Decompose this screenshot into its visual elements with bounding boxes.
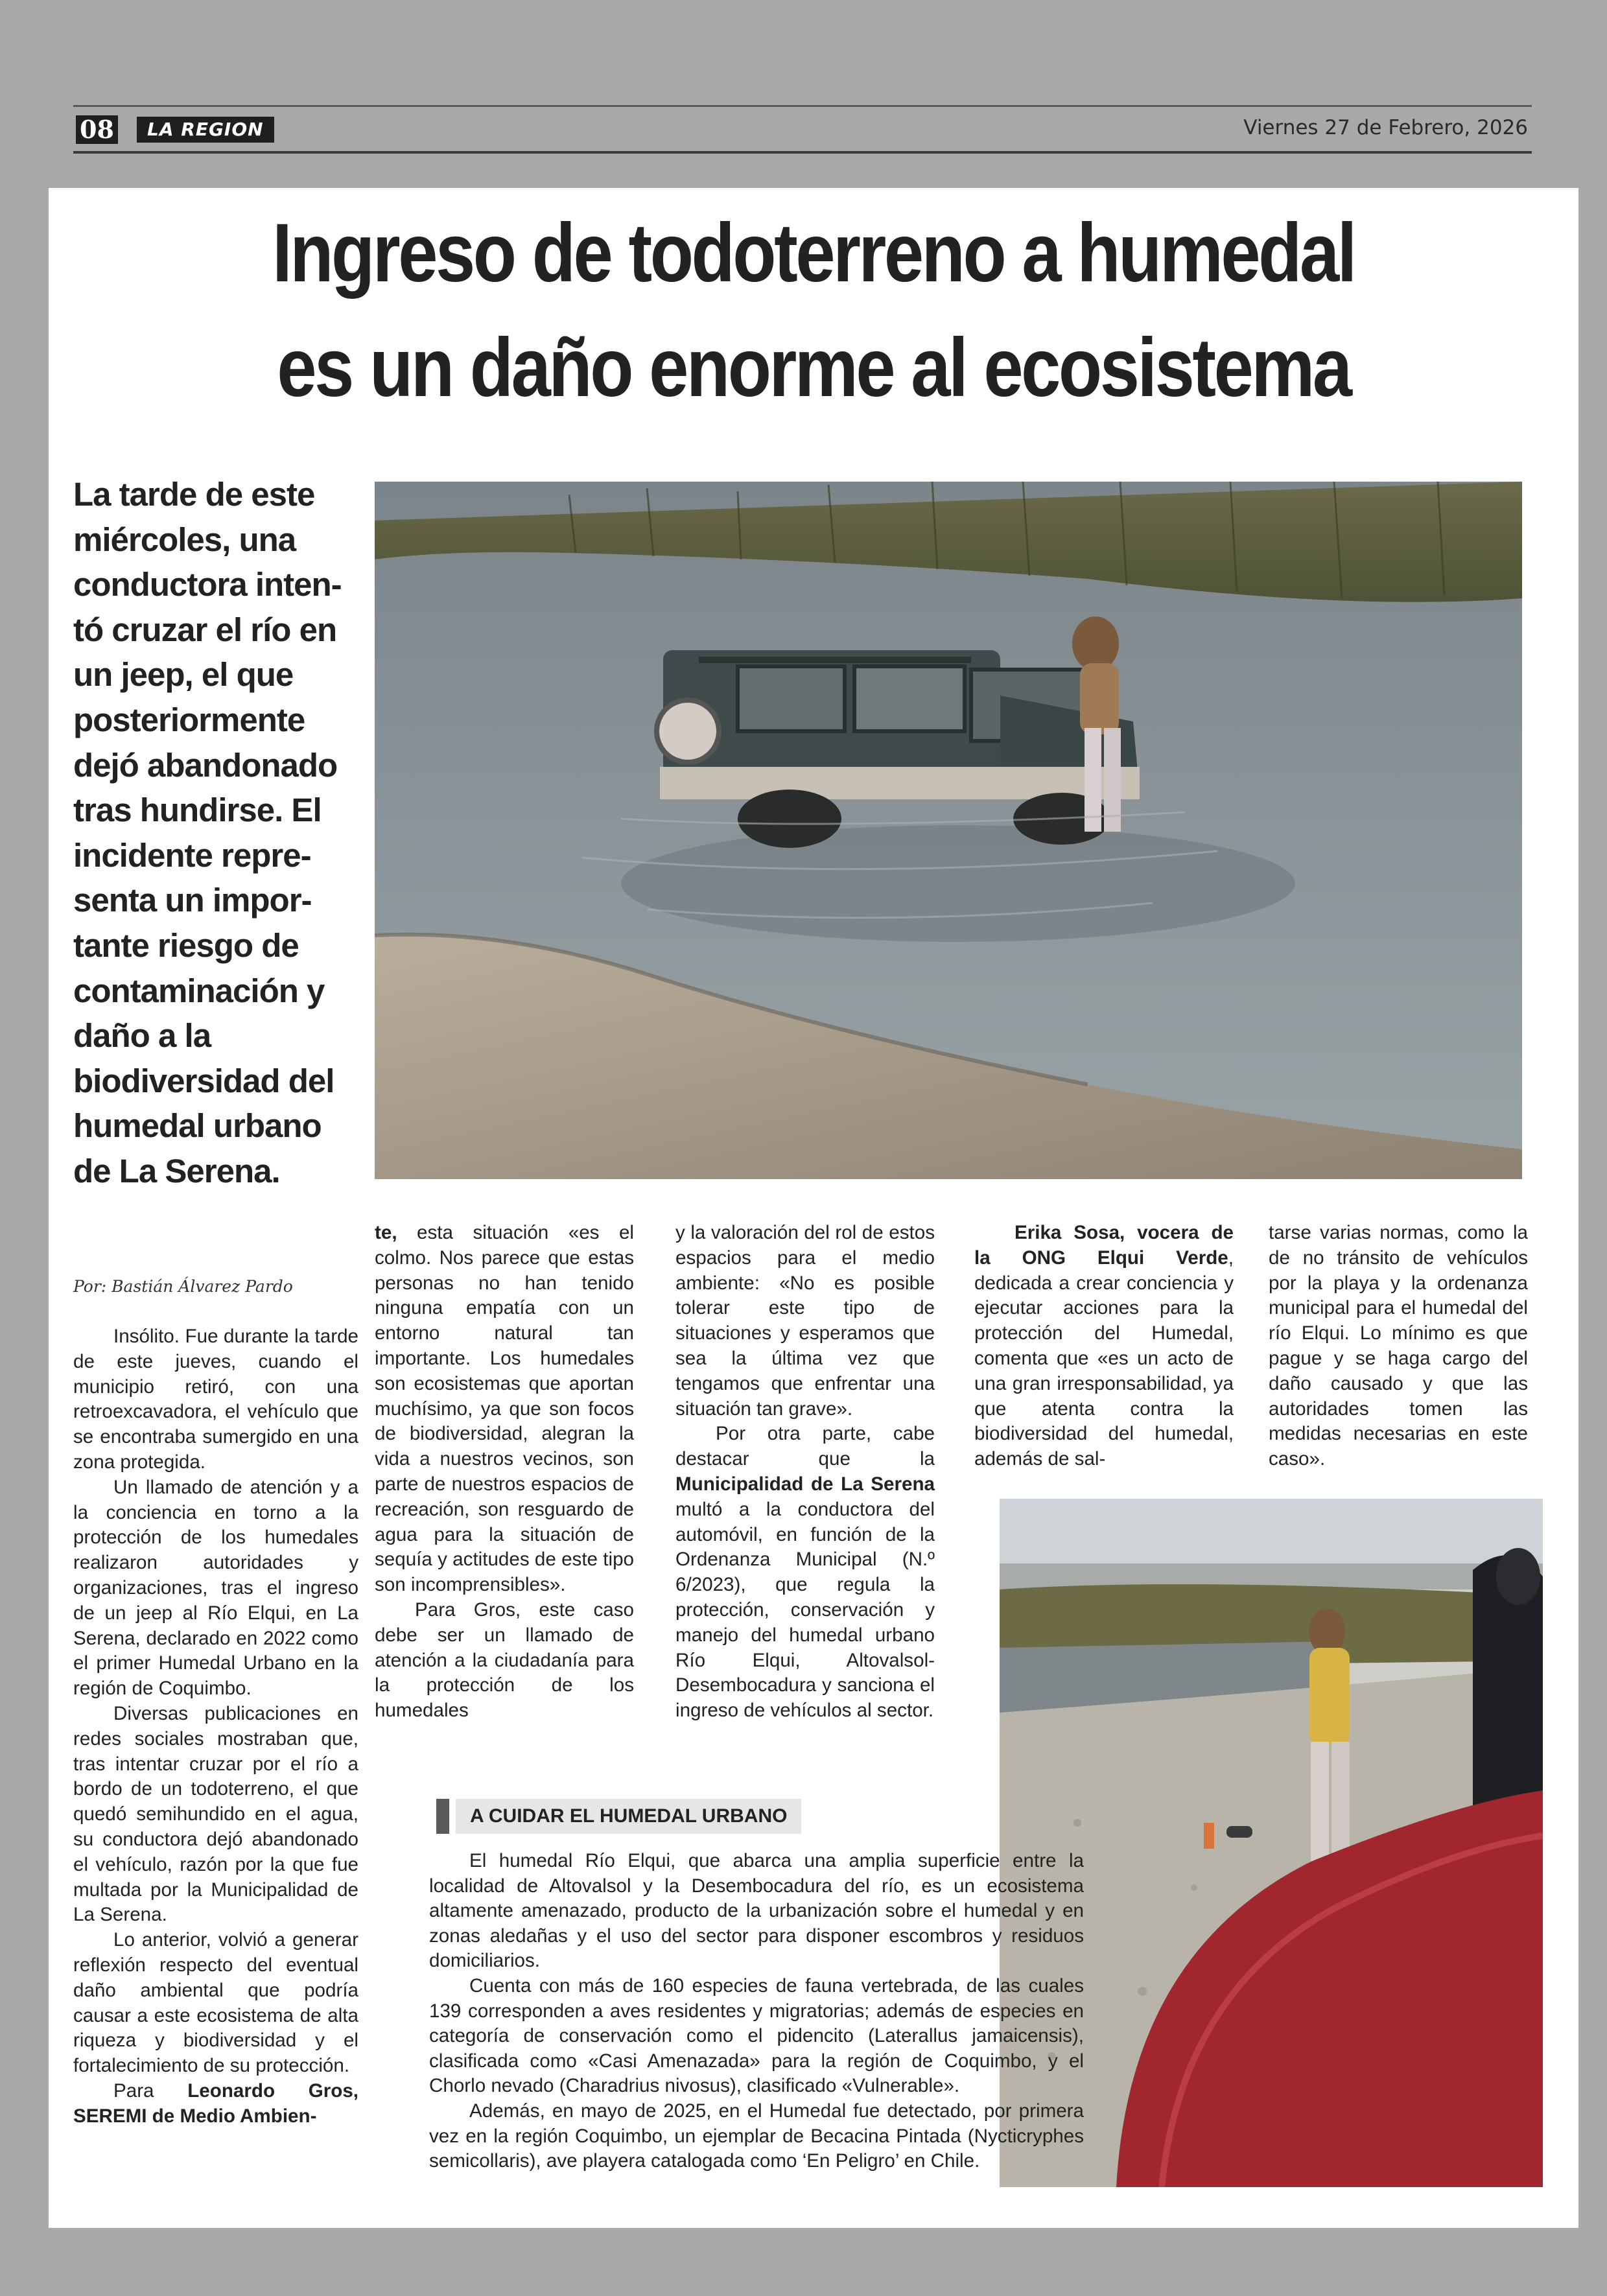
paragraph: Además, en mayo de 2025, en el Humedal fue detectado, por primera vez en la región Coquimbo, un ejemplar de Becacina Pintada (Nycticryphes semicollaris), ave playera catalogada como ‘En Peligro’ en Chile. [429, 2100, 1084, 2172]
lead-line: miércoles, una [73, 521, 296, 558]
source-name: Leonardo Gros, SEREMI de Medio Ambien- [73, 2079, 358, 2127]
lead-line: La tarde de este [73, 476, 315, 513]
sidebar-title-label: A CUIDAR EL HUMEDAL URBANO [456, 1799, 801, 1834]
lead-line: incidente repre- [73, 836, 311, 874]
paragraph-text: Para [113, 2079, 188, 2102]
paragraph-text: esta situación «es el colmo. Nos parece que estas personas no han tenido ninguna empatía con un entorno natural tan importante. Los humedales son ecosistemas que aportan muchísimo, ya que son focos de biodiversidad, alegran la vida a nuestros vecinos, son parte de nuestros espacios de recreación, son resguardo de agua para la situación de sequía y actitudes de este tipo son incomprensibles». [375, 1222, 634, 1596]
paragraph: Diversas publicaciones en redes sociales mostraban que, tras intentar cruzar por el río a bordo de un todoterreno, el que quedó semihundido en el agua, su conductora dejó abandonado el vehículo, razón por la que fue multada por la Municipalidad de La Serena. [73, 1702, 358, 1926]
paragraph [974, 1221, 1234, 1472]
lead-line: conductora inten- [73, 566, 342, 603]
article-column-2 [375, 1221, 634, 1724]
paragraph-text: Por otra parte, cabe destacar que la [675, 1423, 935, 1470]
lead-line: daño a la [73, 1017, 211, 1055]
paragraph: tarse varias normas, como la de no tránsito de vehículos por la playa y la ordenanza municipal para el humedal del río Elqui. Lo mínimo es que pague y se haga cargo del daño causado y que las autoridades tomen las medidas necesarias en este caso». [1269, 1222, 1528, 1470]
lead-line: tante riesgo de [73, 926, 299, 964]
paragraph: Cuenta con más de 160 especies de fauna vertebrada, de las cuales 139 corresponden a aves residentes y migratorias; además de especies en categoría de conservación como el pidencito (Laterallus jamaicensis), clasificada como «Casi Amenazada» para la región de Coquimbo, y el Chorlo nevado (Charadrius nivosus), clasificado «Vulnerable». [429, 1974, 1084, 2097]
article-lead [73, 472, 375, 1194]
headline-line-1: Ingreso de todoterreno a humedal [272, 207, 1355, 299]
paragraph: Insólito. Fue durante la tarde de este jueves, cuando el municipio retiró, con una retroexcavadora, el vehículo que se encontraba sumergido en una zona protegida. [73, 1326, 358, 1473]
paragraph [675, 1422, 935, 1724]
lead-line: tó cruzar el río en [73, 611, 337, 648]
lead-line: senta un impor- [73, 882, 312, 919]
article-column-3 [675, 1221, 935, 1724]
lead-line: un jeep, el que [73, 656, 294, 694]
headline-line-2: es un daño enorme al ecosistema [277, 322, 1350, 414]
photo-illustration [375, 482, 1522, 1179]
lead-line: dejó abandonado [73, 746, 338, 784]
title-accent-bar [436, 1799, 449, 1834]
paragraph: Lo anterior, volvió a generar reflexión respecto del eventual daño ambiental que podría causar a este ecosistema de alta riqueza y biodiversidad y el fortalecimiento de su protección. [73, 1929, 358, 2077]
lead-line: tras hundirse. El [73, 791, 322, 829]
article-column-1 [73, 1324, 358, 2129]
paragraph-text: multó a la conductora del automóvil, en función de la Ordenanza Municipal (N.º 6/2023), que regula la protección, conservación y manejo del humedal urbano Río Elqui, Altovalsol-Desembocadura y sanciona el ingreso de vehículos al sector. [675, 1498, 935, 1722]
paragraph: Un llamado de atención y a la conciencia en torno a la protección de los humedales realizaron autoridades y organizaciones, tras el ingreso de un jeep al Río Elqui, en La Serena, declarado en 2022 como el primer Humedal Urbano en la región de Coquimbo. [73, 1476, 358, 1700]
page-number: 08 [76, 115, 118, 144]
lead-line: biodiversidad del [73, 1062, 334, 1099]
source-name: Erika Sosa, vocera de la ONG Elqui Verde [974, 1222, 1234, 1269]
byline: Por: Bastián Álvarez Pardo [73, 1277, 293, 1296]
page-header [73, 105, 1532, 154]
issue-date: Viernes 27 de Febrero, 2026 [1243, 116, 1528, 139]
paragraph [375, 1221, 634, 1598]
article-column-4 [974, 1221, 1234, 1472]
paragraph [73, 2079, 358, 2129]
organization-name: Municipalidad de La Serena [675, 1473, 935, 1495]
article-page [49, 188, 1578, 2228]
paragraph-text: , dedicada a crear conciencia y ejecutar acciones para la protección del Humedal, comenta que «es un acto de una gran irresponsabilidad, ya que atenta contra la biodiversidad del humedal, además de sal- [974, 1247, 1234, 1470]
paragraph: y la valoración del rol de estos espacios para el medio ambiente: «No es posible tolerar este tipo de situaciones y esperamos que sea la última vez que tengamos que enfrentar una situación tan grave». [675, 1222, 935, 1420]
lead-line: contaminación y [73, 972, 325, 1009]
source-name: te, [375, 1222, 397, 1243]
sidebar-box-text [429, 1849, 1084, 2174]
article-column-5 [1269, 1221, 1528, 1472]
lead-line: de La Serena. [73, 1152, 280, 1189]
lead-line: humedal urbano [73, 1107, 322, 1145]
publication-logo: LA REGION [137, 117, 274, 143]
paragraph: El humedal Río Elqui, que abarca una amplia superficie entre la localidad de Altovalsol y la Desembocadura del río, es un ecosistema altamente amenazado, producto de la urbanización sobre el humedal y en zonas aledañas y el uso del sector para disponer escombros y residuos domiciliarios. [429, 1850, 1084, 1972]
lead-line: posteriormente [73, 701, 305, 738]
paragraph: Para Gros, este caso debe ser un llamado de atención a la ciudadanía para la protección de los humedales [375, 1599, 634, 1722]
jeep-in-river-photo [375, 482, 1522, 1179]
